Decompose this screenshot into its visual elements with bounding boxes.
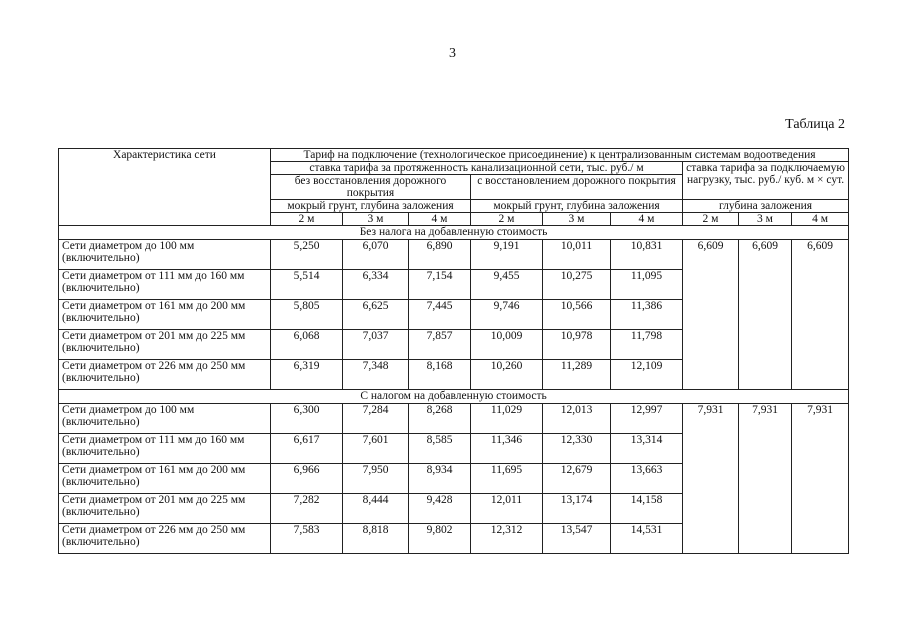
value-cell: 10,831 [611,240,683,270]
table-header [59,149,849,226]
wet-soil-header-2: мокрый грунт, глубина заложения [471,200,683,213]
load-rate-cell [739,330,792,360]
table-row [59,464,849,494]
depth-label: 2 м [271,213,343,226]
section-row [59,390,849,404]
value-cell: 11,386 [611,300,683,330]
table-row [59,360,849,390]
value-cell: 6,617 [271,434,343,464]
table-row [59,240,849,270]
load-rate-cell [683,300,739,330]
load-rate-cell [683,330,739,360]
value-cell: 13,547 [543,524,611,554]
row-label: Сети диаметром от 201 мм до 225 мм (включительно) [59,494,271,524]
value-cell: 9,428 [409,494,471,524]
value-cell: 8,444 [343,494,409,524]
page-number: 3 [449,46,456,61]
load-rate-cell [792,270,849,300]
load-rate-cell [792,300,849,330]
load-rate-cell: 6,609 [792,240,849,270]
value-cell: 5,250 [271,240,343,270]
value-cell: 7,348 [343,360,409,390]
value-cell: 12,011 [471,494,543,524]
value-cell: 7,583 [271,524,343,554]
value-cell: 12,013 [543,404,611,434]
value-cell: 6,334 [343,270,409,300]
depth-label: 3 м [343,213,409,226]
row-label: Сети диаметром от 201 мм до 225 мм (включительно) [59,330,271,360]
table-body [59,226,849,554]
value-cell: 14,531 [611,524,683,554]
tariff-title-header: Тариф на подключение (технологическое присоединение) к централизованным системам водоотведения [271,149,849,162]
load-rate-cell [792,434,849,464]
value-cell: 11,029 [471,404,543,434]
section-title: С налогом на добавленную стоимость [59,390,849,404]
row-label: Сети диаметром от 161 мм до 200 мм (включительно) [59,464,271,494]
value-cell: 6,319 [271,360,343,390]
load-rate-cell: 7,931 [683,404,739,434]
value-cell: 7,950 [343,464,409,494]
value-cell: 12,997 [611,404,683,434]
value-cell: 14,158 [611,494,683,524]
without-restoration-header: без восстановления дорожного покрытия [271,175,471,200]
depth-label: 4 м [611,213,683,226]
value-cell: 6,966 [271,464,343,494]
value-cell: 6,300 [271,404,343,434]
value-cell: 7,282 [271,494,343,524]
load-rate-cell [683,494,739,524]
load-rate-cell: 6,609 [683,240,739,270]
value-cell: 6,070 [343,240,409,270]
depth-label: 3 м [543,213,611,226]
value-cell: 12,679 [543,464,611,494]
load-rate-cell [792,494,849,524]
row-label: Сети диаметром от 111 мм до 160 мм (включительно) [59,434,271,464]
row-label: Сети диаметром от 226 мм до 250 мм (включительно) [59,360,271,390]
load-rate-cell [792,360,849,390]
value-cell: 8,585 [409,434,471,464]
table-row [59,330,849,360]
section-title: Без налога на добавленную стоимость [59,226,849,240]
value-cell: 8,934 [409,464,471,494]
load-rate-cell [683,360,739,390]
value-cell: 10,978 [543,330,611,360]
load-rate-header: ставка тарифа за подключаемую нагрузку, тыс. руб./ куб. м × сут. [683,162,849,200]
value-cell: 9,455 [471,270,543,300]
row-label: Сети диаметром от 226 мм до 250 мм (включительно) [59,524,271,554]
value-cell: 13,174 [543,494,611,524]
value-cell: 8,818 [343,524,409,554]
table-row [59,404,849,434]
value-cell: 5,805 [271,300,343,330]
table-row [59,270,849,300]
table-row [59,494,849,524]
table-row [59,434,849,464]
row-label: Сети диаметром до 100 мм (включительно) [59,240,271,270]
value-cell: 6,625 [343,300,409,330]
value-cell: 10,275 [543,270,611,300]
depth-header: глубина заложения [683,200,849,213]
value-cell: 7,445 [409,300,471,330]
load-rate-cell [792,464,849,494]
value-cell: 8,268 [409,404,471,434]
value-cell: 11,798 [611,330,683,360]
section-row [59,226,849,240]
value-cell: 7,154 [409,270,471,300]
depth-label: 4 м [792,213,849,226]
load-rate-cell: 6,609 [739,240,792,270]
value-cell: 13,314 [611,434,683,464]
value-cell: 7,284 [343,404,409,434]
table-row [59,300,849,330]
tariff-table [58,148,849,554]
load-rate-cell [683,434,739,464]
value-cell: 7,037 [343,330,409,360]
length-rate-header: ставка тарифа за протяженность канализационной сети, тыс. руб./ м [271,162,683,175]
row-label: Сети диаметром до 100 мм (включительно) [59,404,271,434]
value-cell: 10,566 [543,300,611,330]
load-rate-cell [792,524,849,554]
load-rate-cell [739,524,792,554]
value-cell: 10,011 [543,240,611,270]
value-cell: 6,890 [409,240,471,270]
load-rate-cell [683,524,739,554]
load-rate-cell [739,494,792,524]
load-rate-cell [739,270,792,300]
value-cell: 12,312 [471,524,543,554]
value-cell: 13,663 [611,464,683,494]
value-cell: 11,289 [543,360,611,390]
load-rate-cell [683,270,739,300]
load-rate-cell [739,300,792,330]
value-cell: 11,095 [611,270,683,300]
value-cell: 11,346 [471,434,543,464]
depth-label: 2 м [471,213,543,226]
table-caption: Таблица 2 [785,117,845,132]
row-label: Сети диаметром от 111 мм до 160 мм (включительно) [59,270,271,300]
value-cell: 6,068 [271,330,343,360]
value-cell: 9,802 [409,524,471,554]
value-cell: 8,168 [409,360,471,390]
depth-label: 2 м [683,213,739,226]
value-cell: 11,695 [471,464,543,494]
row-label: Сети диаметром от 161 мм до 200 мм (включительно) [59,300,271,330]
table-row [59,524,849,554]
value-cell: 9,746 [471,300,543,330]
load-rate-cell [683,464,739,494]
wet-soil-header-1: мокрый грунт, глубина заложения [271,200,471,213]
value-cell: 7,601 [343,434,409,464]
load-rate-cell [739,360,792,390]
load-rate-cell: 7,931 [792,404,849,434]
load-rate-cell [739,464,792,494]
value-cell: 12,109 [611,360,683,390]
characteristic-header: Характеристика сети [59,149,271,226]
load-rate-cell [739,434,792,464]
value-cell: 10,260 [471,360,543,390]
load-rate-cell [792,330,849,360]
value-cell: 7,857 [409,330,471,360]
value-cell: 12,330 [543,434,611,464]
value-cell: 10,009 [471,330,543,360]
load-rate-cell: 7,931 [739,404,792,434]
depth-label: 4 м [409,213,471,226]
value-cell: 5,514 [271,270,343,300]
with-restoration-header: с восстановлением дорожного покрытия [471,175,683,200]
value-cell: 9,191 [471,240,543,270]
depth-label: 3 м [739,213,792,226]
